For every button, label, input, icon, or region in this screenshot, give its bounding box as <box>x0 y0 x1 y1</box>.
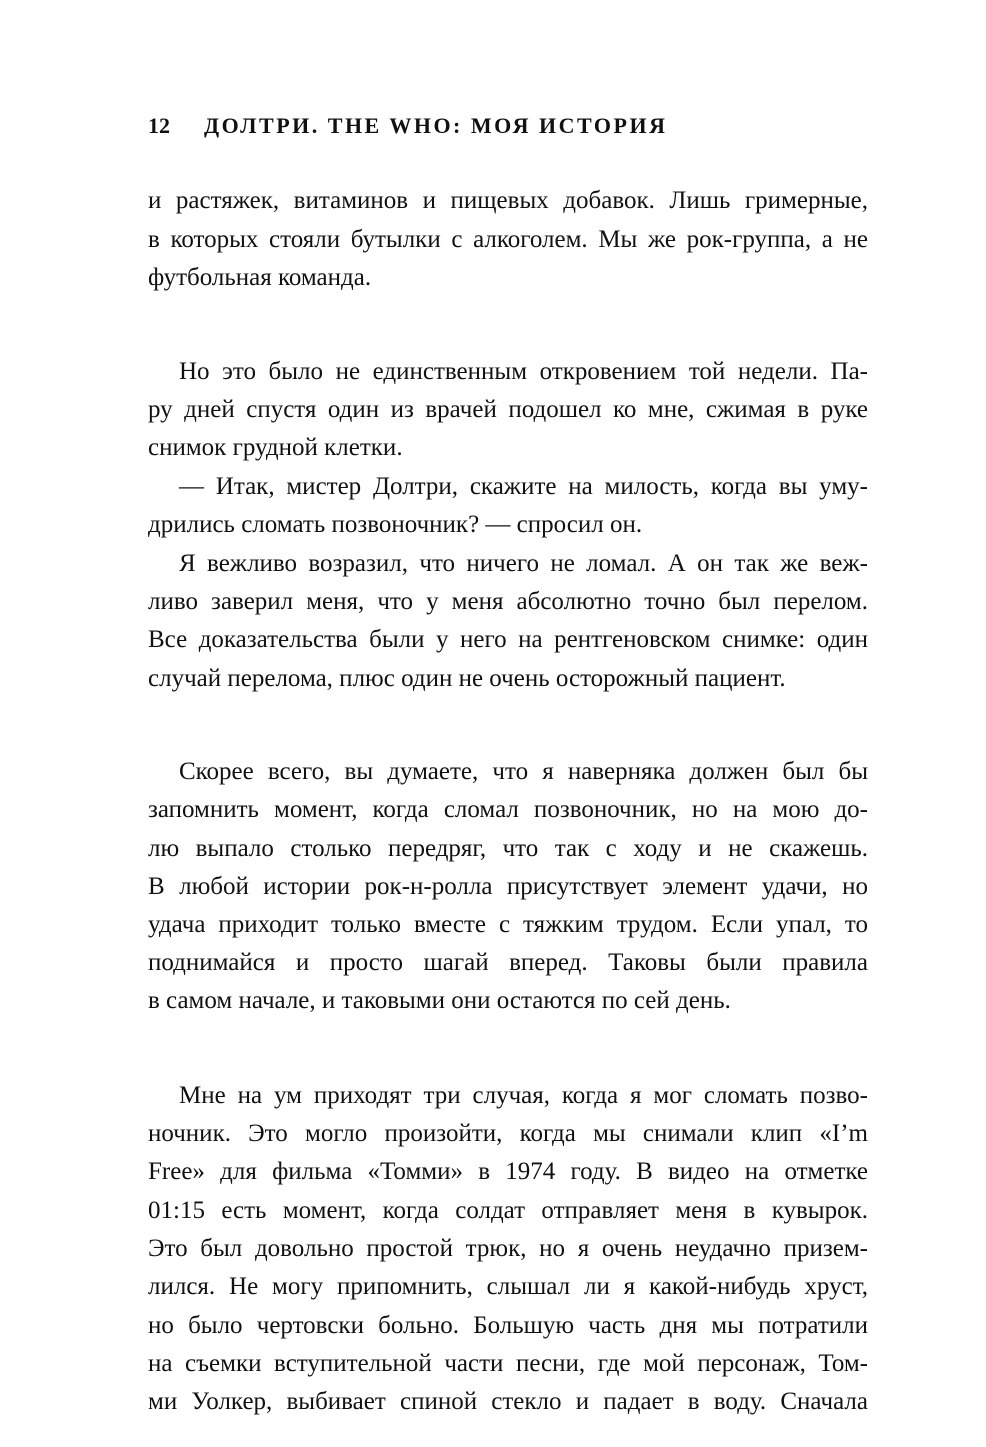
text-line: и растяжек, витаминов и пищевых добавок. Лишь гримерные, <box>148 187 868 214</box>
text-line: — Итак, мистер Долтри, скажите на милость, когда вы уму- <box>179 473 868 500</box>
text-line: поднимайся и просто шагай вперед. Таковы были правила <box>148 949 868 976</box>
text-line: футбольная команда. <box>148 264 372 291</box>
running-head <box>148 113 668 139</box>
text-line: ночник. Это могло произойти, когда мы снимали клип «I’m <box>148 1120 868 1147</box>
text-line: ливо заверил меня, что у меня абсолютно точно был перелом. <box>148 588 868 615</box>
text-line: Мне на ум приходят три случая, когда я мог сломать позво- <box>179 1082 868 1109</box>
text-line: ми Уолкер, выбивает спиной стекло и падает в воду. Сначала <box>148 1388 868 1415</box>
text-line: в которых стояли бутылки с алкоголем. Мы же рок-группа, а не <box>148 226 868 253</box>
text-line: в самом начале, и таковыми они остаются по сей день. <box>148 987 731 1014</box>
text-line: ру дней спустя один из врачей подошел ко мне, сжимая в руке <box>148 396 868 423</box>
text-line: дрились сломать позвоночник? — спросил он. <box>148 511 643 538</box>
text-line: лю выпало столько передряг, что так с ходу и не скажешь. <box>148 835 868 862</box>
text-line: Все доказательства были у него на рентгеновском снимке: один <box>148 626 868 653</box>
text-line: лился. Не могу припомнить, слышал ли я какой-нибудь хруст, <box>148 1273 868 1300</box>
text-line: удача приходит только вместе с тяжким трудом. Если упал, то <box>148 911 868 938</box>
text-line: но было чертовски больно. Большую часть дня мы потратили <box>148 1312 868 1339</box>
text-line: Скорее всего, вы думаете, что я наверняка должен был бы <box>179 758 868 785</box>
text-line: запомнить момент, когда сломал позвоночник, но на мою до- <box>148 796 868 823</box>
text-line: В любой истории рок-н-ролла присутствует элемент удачи, но <box>148 873 868 900</box>
text-line: случай перелома, плюс один не очень осторожный пациент. <box>148 665 786 692</box>
page-number: 12 <box>148 113 170 138</box>
text-line: Я вежливо возразил, что ничего не ломал. А он так же веж- <box>179 550 868 577</box>
book-title: ДОЛТРИ. THE WHO: МОЯ ИСТОРИЯ <box>204 113 668 138</box>
text-line: снимок грудной клетки. <box>148 434 403 461</box>
text-line: Free» для фильма «Томми» в 1974 году. В видео на отметке <box>148 1158 868 1185</box>
text-line: на съемки вступительной части песни, где мой персонаж, Том- <box>148 1350 868 1377</box>
text-line: Это был довольно простой трюк, но я очень неудачно призем- <box>148 1235 868 1262</box>
text-line: Но это было не единственным откровением той недели. Па- <box>179 358 868 385</box>
text-line: 01:15 есть момент, когда солдат отправляет меня в кувырок. <box>148 1197 868 1224</box>
